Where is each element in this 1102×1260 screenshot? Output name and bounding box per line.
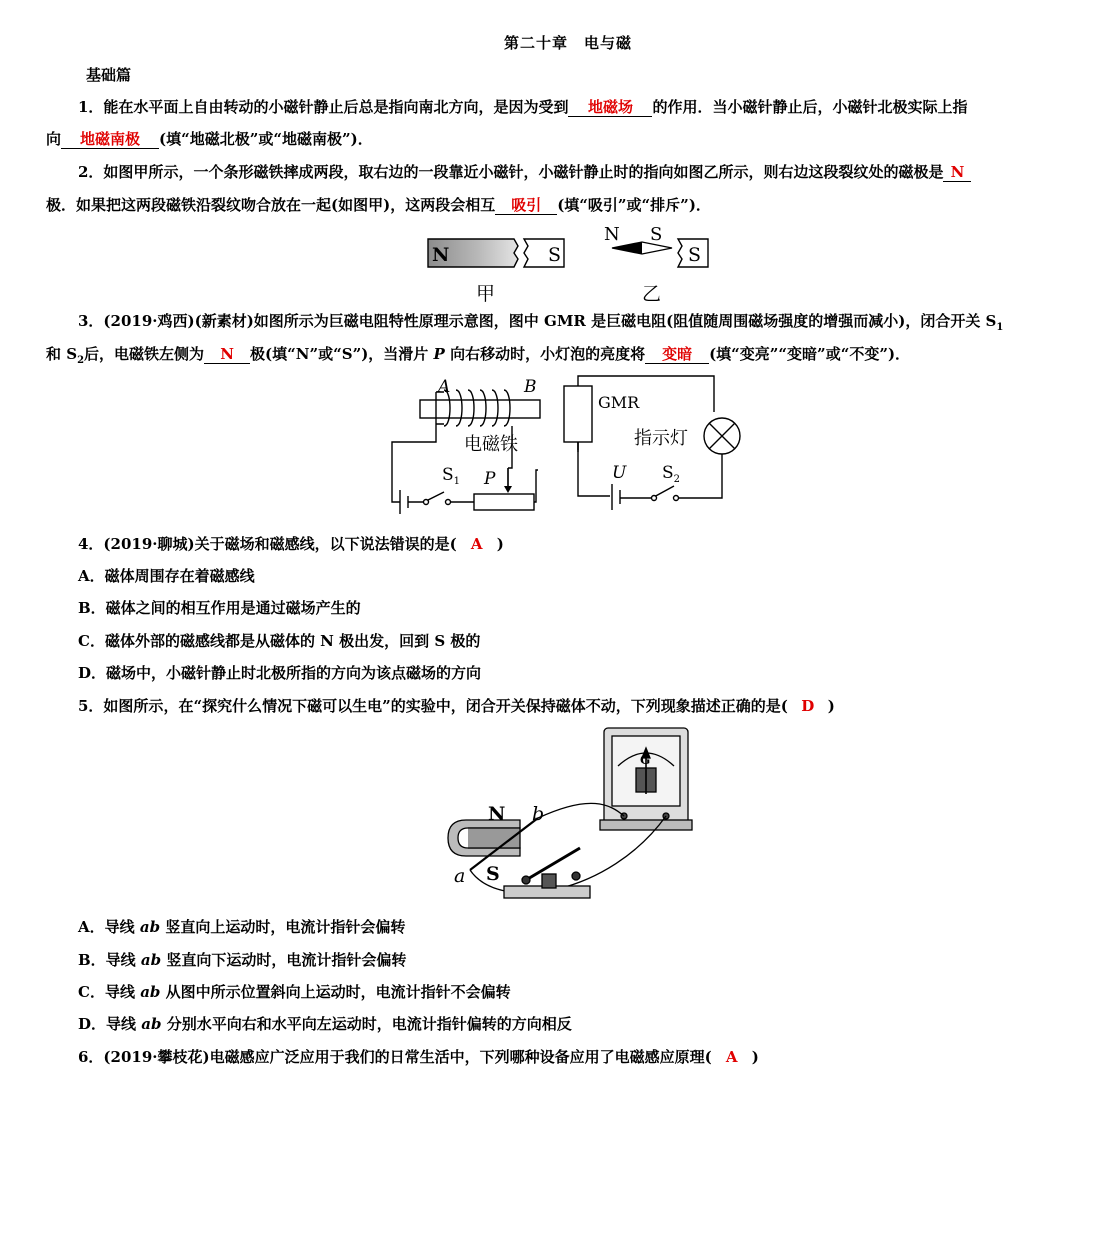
q5-d-pre: D．导线: [78, 1015, 137, 1033]
q5-answer: D: [801, 697, 815, 715]
label-yi: 乙: [642, 283, 662, 305]
section-heading: 基础篇: [86, 66, 132, 84]
q5-d-ab: ab: [141, 1015, 162, 1033]
q6-close: ): [751, 1048, 759, 1066]
q2-prefix: 2．如图甲所示，一个条形磁铁摔成两段，取右边的一段靠近小磁针，小磁针静止时的指向如图乙所示，则右边这段裂纹处的磁极是: [78, 163, 944, 181]
magnet-n-label: N: [488, 803, 506, 825]
q5-b-post: 竖直向下运动时，电流计指针会偏转: [166, 951, 407, 969]
label-s1: $S_1$: [442, 465, 461, 487]
q4-option-d: D．磁场中，小磁针静止时北极所指的方向为该点磁场的方向: [78, 664, 482, 682]
q3-line1: [78, 310, 1060, 339]
q5-b-pre: B．导线: [78, 951, 136, 969]
q1-line2-prefix: 向: [46, 130, 62, 148]
q6-stem: [78, 1046, 1060, 1068]
label-s2: $S_2$: [662, 463, 681, 485]
q5-a-pre: A．导线: [78, 918, 135, 936]
jia-n-label: N: [432, 244, 450, 266]
label-u: U: [612, 463, 627, 483]
needle-n-label: N: [604, 224, 620, 245]
q5-close: ): [827, 697, 835, 715]
q3-s1-sub: 1: [996, 322, 1004, 333]
q3-line2-c: 极(填“N”或“S”)，当滑片: [250, 345, 429, 363]
label-lamp: 指示灯: [634, 428, 688, 449]
q2-suffix: (填“吸引”或“排斥”)．: [557, 196, 711, 214]
q4-stem: [78, 533, 1060, 555]
q5-c-post: 从图中所示位置斜向上运动时，电流计指针不会偏转: [165, 983, 511, 1001]
q5-c-ab: ab: [140, 983, 161, 1001]
q4-option-c: C．磁体外部的磁感线都是从磁体的 N 极出发，回到 S 极的: [78, 632, 481, 650]
q5-option-a: [78, 916, 1060, 938]
q3-line2-d: 向右移动时，小灯泡的亮度将: [450, 345, 646, 363]
q1-mid: 的作用．当小磁针静止后，小磁针北极实际上指: [652, 98, 968, 116]
q4-option-a: A．磁体周围存在着磁感线: [78, 567, 255, 585]
q1-prefix: 1．能在水平面上自由转动的小磁针静止后总是指向南北方向，是因为受到: [78, 98, 569, 116]
q2-figure: [420, 222, 720, 308]
q3-answer2: 变暗: [645, 345, 709, 364]
q4-stem-text: 4．(2019·聊城)关于磁场和磁感线，以下说法错误的是(: [78, 535, 457, 553]
q3-s2-sub: 2: [77, 355, 85, 366]
q4-option-b: B．磁体之间的相互作用是通过磁场产生的: [78, 599, 361, 617]
q3-line2-a: 和 S: [46, 345, 78, 363]
magnet-s-label: S: [486, 863, 500, 885]
q3-line1-text: 3．(2019·鸡西)(新素材)如图所示为巨磁电阻特性原理示意图，图中 GMR 是巨磁电阻(阻值随周围磁场强度的增强而减小)，闭合开关 S: [78, 312, 997, 330]
q5-c-pre: C．导线: [78, 983, 135, 1001]
label-gmr: GMR: [598, 393, 640, 412]
q5-d-post: 分别水平向右和水平向左运动时，电流计指针偏转的方向相反: [166, 1015, 572, 1033]
q3-circuit-figure: [384, 372, 754, 524]
q6-stem-text: 6．(2019·攀枝花)电磁感应广泛应用于我们的日常生活中，下列哪种设备应用了电磁感应原理(: [78, 1048, 712, 1066]
q5-stem-text: 5．如图所示，在“探究什么情况下磁可以生电”的实验中，闭合开关保持磁体不动，下列现象描述正确的是(: [78, 697, 788, 715]
q1-suffix: (填“地磁北极”或“地磁南极”)．: [159, 130, 373, 148]
q3-line2: [46, 343, 1060, 372]
magnet-jia: [428, 239, 564, 305]
q5-option-b: [78, 949, 1060, 971]
label-p: P: [484, 469, 496, 489]
q2-line1: [78, 161, 1060, 183]
q3-answer1: N: [204, 345, 250, 364]
q4-close: ): [496, 535, 504, 553]
q2-line2-prefix: 极．如果把这两段磁铁沿裂纹吻合放在一起(如图甲)，这两段会相互: [46, 196, 496, 214]
label-jia: 甲: [476, 283, 496, 305]
chapter-title: 第二十章 电与磁: [503, 34, 632, 52]
q2-answer1: N: [943, 163, 971, 182]
q5-option-d: [78, 1013, 1060, 1035]
q3-p-label: P: [433, 345, 445, 363]
q6-answer: A: [725, 1048, 738, 1066]
q5-b-ab: ab: [140, 951, 162, 969]
q5-option-c: [78, 981, 1060, 1003]
galvanometer-g-label: G: [640, 753, 651, 767]
needle-s-label: S: [650, 224, 663, 245]
wire-b-label: b: [532, 803, 545, 825]
q1-line2: [46, 128, 1060, 150]
q5-a-post: 竖直向上运动时，电流计指针会偏转: [165, 918, 406, 936]
q1-answer2: 地磁南极: [61, 130, 159, 149]
q3-line2-b: 后，电磁铁左侧为: [84, 345, 205, 363]
q1-answer1: 地磁场: [568, 98, 652, 117]
compass-yi: [604, 224, 708, 305]
q5-stem: [78, 695, 1060, 717]
q3-line2-e: (填“变亮”“变暗”或“不变”)．: [709, 345, 911, 363]
q5-induction-figure: [440, 724, 700, 910]
q4-answer: A: [470, 535, 483, 553]
label-a: A: [438, 377, 451, 397]
q2-answer2: 吸引: [495, 196, 557, 215]
jia-s-label: S: [548, 244, 562, 266]
yi-s-label: S: [688, 244, 702, 266]
label-b: B: [524, 377, 537, 397]
label-electromagnet: 电磁铁: [464, 434, 518, 455]
q5-a-ab: ab: [139, 918, 161, 936]
wire-a-label: a: [454, 865, 466, 887]
q2-line2: [46, 194, 1060, 216]
q1-line1: [78, 96, 1060, 118]
